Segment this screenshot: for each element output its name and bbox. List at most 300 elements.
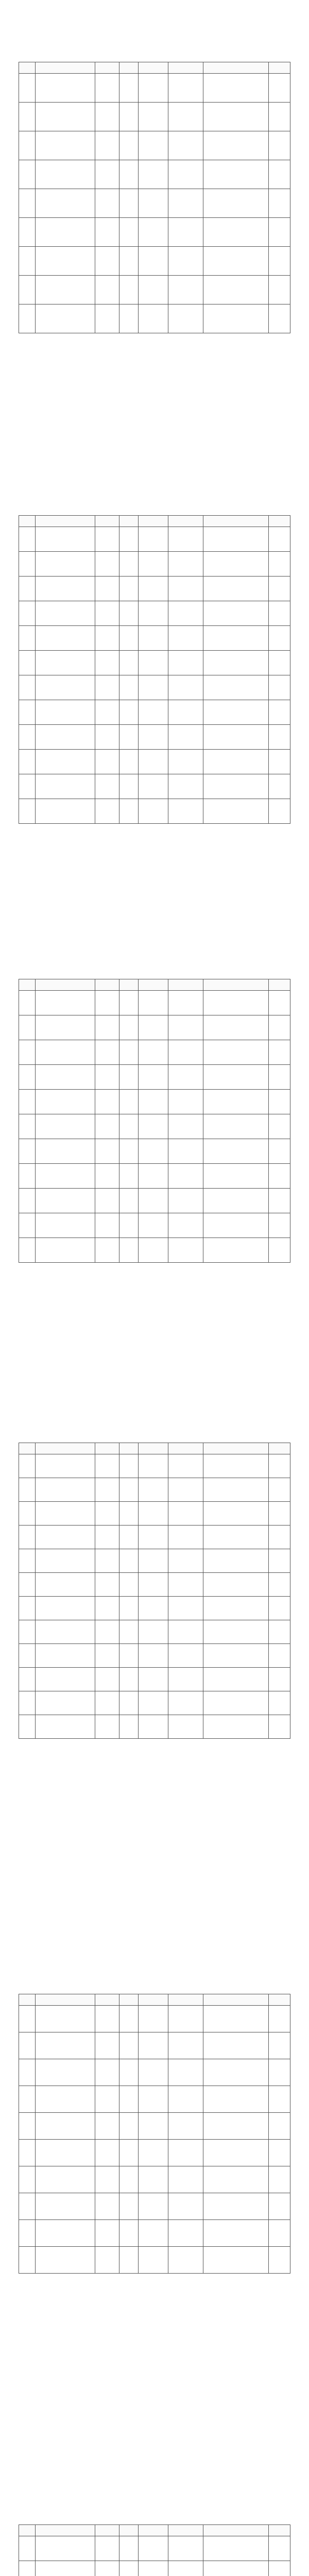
table-cell [138, 675, 168, 700]
table-cell [95, 651, 119, 675]
table-cell [268, 2536, 290, 2561]
table-cell [138, 74, 168, 103]
table-row [19, 1549, 290, 1573]
table-cell [19, 799, 36, 824]
table-row [19, 1139, 290, 1164]
table-cell [138, 2220, 168, 2247]
table-cell [119, 2059, 138, 2086]
column-header [119, 516, 138, 527]
table-cell [119, 651, 138, 675]
table-cell [168, 2032, 203, 2059]
table-cell [19, 700, 36, 725]
table-cell [35, 774, 95, 799]
standards-table [19, 979, 290, 1263]
table-cell [119, 131, 138, 160]
table-cell [119, 1114, 138, 1139]
table-row [19, 1238, 290, 1263]
table-cell [268, 552, 290, 577]
table-cell [95, 2561, 119, 2576]
table-row [19, 1090, 290, 1114]
table-cell [119, 700, 138, 725]
table-cell [119, 218, 138, 247]
table-cell [203, 1691, 268, 1715]
column-header [168, 2525, 203, 2536]
table-cell [168, 1691, 203, 1715]
table-cell [168, 651, 203, 675]
table-cell [138, 2247, 168, 2274]
standards-table [19, 515, 290, 824]
table-cell [268, 1238, 290, 1263]
table-cell [268, 1090, 290, 1114]
table-cell [35, 700, 95, 725]
table-cell [268, 2032, 290, 2059]
table-cell [168, 103, 203, 131]
table-cell [95, 304, 119, 333]
table-cell [35, 527, 95, 552]
table-cell [168, 1114, 203, 1139]
table-cell [168, 1549, 203, 1573]
table-cell [268, 1691, 290, 1715]
table-row [19, 1065, 290, 1090]
table-header-row [19, 516, 290, 527]
table-cell [35, 1715, 95, 1739]
table-row [19, 725, 290, 750]
table-cell [268, 1114, 290, 1139]
table-cell [168, 131, 203, 160]
table-cell [138, 1502, 168, 1526]
table-cell [95, 1238, 119, 1263]
table-cell [203, 1526, 268, 1549]
table-cell [268, 1065, 290, 1090]
table-cell [138, 1644, 168, 1668]
table-cell [119, 103, 138, 131]
table-cell [168, 2113, 203, 2140]
table-cell [19, 1090, 36, 1114]
table-cell [119, 1454, 138, 1478]
table-cell [203, 218, 268, 247]
column-header [268, 1443, 290, 1454]
table-row [19, 1573, 290, 1597]
table-cell [203, 1454, 268, 1478]
table-cell [95, 1502, 119, 1526]
table-row [19, 1526, 290, 1549]
table-cell [138, 1478, 168, 1502]
table-cell [19, 2059, 36, 2086]
table-cell [35, 1238, 95, 1263]
table-cell [203, 74, 268, 103]
table-cell [168, 1597, 203, 1620]
table-cell [35, 675, 95, 700]
table-cell [119, 2140, 138, 2166]
table-cell [119, 1040, 138, 1065]
table-cell [138, 2140, 168, 2166]
table-cell [168, 2086, 203, 2113]
table-cell [203, 527, 268, 552]
table-cell [95, 189, 119, 218]
table-cell [19, 552, 36, 577]
column-header [203, 1994, 268, 2006]
table-cell [119, 1644, 138, 1668]
table-cell [168, 2140, 203, 2166]
table-cell [35, 1065, 95, 1090]
table-cell [138, 725, 168, 750]
column-header [203, 516, 268, 527]
table-cell [35, 626, 95, 651]
column-header [268, 516, 290, 527]
column-header [119, 2525, 138, 2536]
table-cell [35, 725, 95, 750]
table-cell [119, 189, 138, 218]
column-header [35, 62, 95, 74]
table-cell [19, 1549, 36, 1573]
table-cell [138, 1164, 168, 1189]
table-cell [119, 991, 138, 1015]
table-cell [19, 1454, 36, 1478]
standards-table [19, 1994, 290, 2274]
table-cell [138, 601, 168, 626]
table-cell [168, 750, 203, 774]
column-header [138, 1994, 168, 2006]
table-cell [168, 527, 203, 552]
table-row [19, 2086, 290, 2113]
table-cell [168, 1015, 203, 1040]
table-cell [35, 74, 95, 103]
table-row [19, 1213, 290, 1238]
column-header [268, 62, 290, 74]
column-header [203, 62, 268, 74]
table-cell [19, 1213, 36, 1238]
table-row [19, 247, 290, 276]
table-cell [268, 160, 290, 189]
column-header [19, 2525, 36, 2536]
table-row [19, 1644, 290, 1668]
table-cell [268, 189, 290, 218]
table-cell [95, 675, 119, 700]
table-cell [138, 2113, 168, 2140]
table-row [19, 276, 290, 304]
table-cell [168, 2166, 203, 2193]
column-header [35, 2525, 95, 2536]
table-cell [268, 2059, 290, 2086]
table-row [19, 2536, 290, 2561]
table-header-row [19, 1443, 290, 1454]
table-row [19, 1189, 290, 1213]
table-cell [203, 304, 268, 333]
table-row [19, 552, 290, 577]
table-cell [119, 799, 138, 824]
table-cell [268, 527, 290, 552]
column-header [203, 979, 268, 991]
table-cell [95, 991, 119, 1015]
table-cell [168, 2247, 203, 2274]
table-cell [119, 1715, 138, 1739]
table-cell [138, 1090, 168, 1114]
table-cell [19, 774, 36, 799]
table-cell [35, 189, 95, 218]
table-cell [119, 1502, 138, 1526]
standards-table [19, 1443, 290, 1739]
table-cell [168, 1478, 203, 1502]
table-row [19, 991, 290, 1015]
table-row [19, 2561, 290, 2576]
table-header-row [19, 1994, 290, 2006]
table-row [19, 304, 290, 333]
table-cell [138, 774, 168, 799]
column-header [168, 1443, 203, 1454]
table-cell [35, 1644, 95, 1668]
table-cell [19, 2006, 36, 2032]
table-cell [168, 74, 203, 103]
table-cell [203, 725, 268, 750]
table-cell [138, 577, 168, 601]
column-header [19, 979, 36, 991]
table-cell [138, 700, 168, 725]
table-cell [138, 2006, 168, 2032]
table-cell [119, 1090, 138, 1114]
table-cell [19, 2086, 36, 2113]
table-cell [119, 675, 138, 700]
table-cell [19, 626, 36, 651]
table-cell [119, 2536, 138, 2561]
table-cell [203, 1549, 268, 1573]
table-cell [268, 700, 290, 725]
table-cell [95, 1478, 119, 1502]
table-cell [95, 247, 119, 276]
table-row [19, 1502, 290, 1526]
table-cell [35, 2536, 95, 2561]
table-cell [138, 1139, 168, 1164]
table-cell [35, 2166, 95, 2193]
table-cell [95, 1040, 119, 1065]
table-cell [95, 1114, 119, 1139]
table-cell [268, 725, 290, 750]
table-cell [35, 1549, 95, 1573]
column-header [268, 979, 290, 991]
table-cell [19, 1040, 36, 1065]
table-cell [268, 799, 290, 824]
table-cell [35, 1114, 95, 1139]
table-row [19, 1015, 290, 1040]
table-cell [95, 1620, 119, 1644]
table-cell [19, 1691, 36, 1715]
table-cell [119, 2220, 138, 2247]
table-cell [119, 1139, 138, 1164]
table-cell [203, 1090, 268, 1114]
column-header [268, 2525, 290, 2536]
table-cell [19, 2220, 36, 2247]
table-cell [19, 1015, 36, 1040]
table-row [19, 2140, 290, 2166]
table-cell [35, 1454, 95, 1478]
column-header [138, 516, 168, 527]
table-cell [168, 1644, 203, 1668]
standards-table [19, 2524, 290, 2576]
table-cell [203, 247, 268, 276]
table-cell [19, 1644, 36, 1668]
table-cell [35, 2086, 95, 2113]
table-cell [35, 2059, 95, 2086]
table-cell [268, 218, 290, 247]
table-cell [95, 2006, 119, 2032]
table-cell [268, 304, 290, 333]
table-cell [19, 527, 36, 552]
table-row [19, 2247, 290, 2274]
table-cell [119, 1065, 138, 1090]
table-cell [95, 527, 119, 552]
table-cell [168, 2536, 203, 2561]
table-row [19, 103, 290, 131]
table-row [19, 74, 290, 103]
table-cell [268, 247, 290, 276]
table-cell [95, 74, 119, 103]
table-cell [19, 1597, 36, 1620]
table-cell [119, 2166, 138, 2193]
table-cell [95, 1213, 119, 1238]
table-cell [95, 1526, 119, 1549]
table-cell [168, 1213, 203, 1238]
table-cell [268, 1573, 290, 1597]
table-cell [203, 1573, 268, 1597]
table-row [19, 1691, 290, 1715]
table-cell [268, 131, 290, 160]
table-cell [95, 2140, 119, 2166]
table-cell [168, 218, 203, 247]
table-cell [35, 1478, 95, 1502]
table-cell [119, 1620, 138, 1644]
table-cell [168, 577, 203, 601]
column-header [19, 1994, 36, 2006]
table-cell [95, 700, 119, 725]
table-cell [119, 160, 138, 189]
table-cell [168, 774, 203, 799]
table-cell [168, 160, 203, 189]
table-cell [95, 1573, 119, 1597]
table-cell [19, 1238, 36, 1263]
table-cell [203, 103, 268, 131]
table-cell [138, 651, 168, 675]
table-cell [203, 1620, 268, 1644]
table-cell [119, 1015, 138, 1040]
table-cell [138, 2032, 168, 2059]
table-cell [268, 1189, 290, 1213]
table-cell [19, 675, 36, 700]
table-cell [119, 2006, 138, 2032]
table-cell [168, 1715, 203, 1739]
table-cell [203, 577, 268, 601]
table-cell [138, 1668, 168, 1691]
table-cell [119, 1573, 138, 1597]
table-cell [119, 601, 138, 626]
table-cell [35, 1015, 95, 1040]
table-cell [203, 189, 268, 218]
table-cell [168, 2220, 203, 2247]
table-cell [168, 1526, 203, 1549]
table-cell [138, 1573, 168, 1597]
table-row [19, 1715, 290, 1739]
table-cell [35, 2561, 95, 2576]
column-header [203, 1443, 268, 1454]
table-cell [268, 601, 290, 626]
table-cell [268, 1549, 290, 1573]
table-row [19, 626, 290, 651]
table-row [19, 527, 290, 552]
column-header [95, 979, 119, 991]
table-cell [35, 601, 95, 626]
table-cell [268, 1015, 290, 1040]
column-header [95, 1443, 119, 1454]
table-cell [268, 577, 290, 601]
table-cell [203, 2086, 268, 2113]
table-cell [203, 1715, 268, 1739]
table-row [19, 189, 290, 218]
table-cell [203, 1213, 268, 1238]
table-row [19, 577, 290, 601]
table-cell [203, 552, 268, 577]
table-cell [268, 276, 290, 304]
table-cell [138, 1213, 168, 1238]
table-cell [168, 725, 203, 750]
column-header [268, 1994, 290, 2006]
table-cell [35, 1620, 95, 1644]
table-cell [268, 1526, 290, 1549]
table-row [19, 2220, 290, 2247]
table-cell [203, 1597, 268, 1620]
table-cell [203, 675, 268, 700]
table-cell [168, 1573, 203, 1597]
table-cell [203, 1189, 268, 1213]
table-cell [203, 700, 268, 725]
table-cell [19, 1668, 36, 1691]
table-cell [268, 1715, 290, 1739]
table-row [19, 1164, 290, 1189]
table-cell [203, 2561, 268, 2576]
table-cell [119, 2561, 138, 2576]
table-cell [95, 2247, 119, 2274]
table-row [19, 774, 290, 799]
table-cell [95, 2113, 119, 2140]
column-header [138, 2525, 168, 2536]
table-cell [268, 2220, 290, 2247]
table-cell [268, 1454, 290, 1478]
table-cell [19, 1478, 36, 1502]
table-cell [138, 131, 168, 160]
table-cell [35, 1213, 95, 1238]
column-header [168, 62, 203, 74]
table-cell [268, 1597, 290, 1620]
table-cell [119, 1238, 138, 1263]
table-cell [268, 2561, 290, 2576]
table-cell [35, 2220, 95, 2247]
table-cell [268, 2086, 290, 2113]
table-cell [168, 2006, 203, 2032]
table-cell [119, 577, 138, 601]
column-header [138, 62, 168, 74]
table-cell [35, 1189, 95, 1213]
table-cell [95, 799, 119, 824]
table-cell [168, 1139, 203, 1164]
table-cell [138, 1691, 168, 1715]
table-cell [119, 1549, 138, 1573]
table-cell [19, 991, 36, 1015]
table-row [19, 131, 290, 160]
table-cell [19, 1502, 36, 1526]
table-cell [19, 2032, 36, 2059]
table-cell [119, 2193, 138, 2220]
table-cell [138, 1549, 168, 1573]
table-cell [138, 991, 168, 1015]
table-cell [203, 2220, 268, 2247]
table-cell [138, 1189, 168, 1213]
